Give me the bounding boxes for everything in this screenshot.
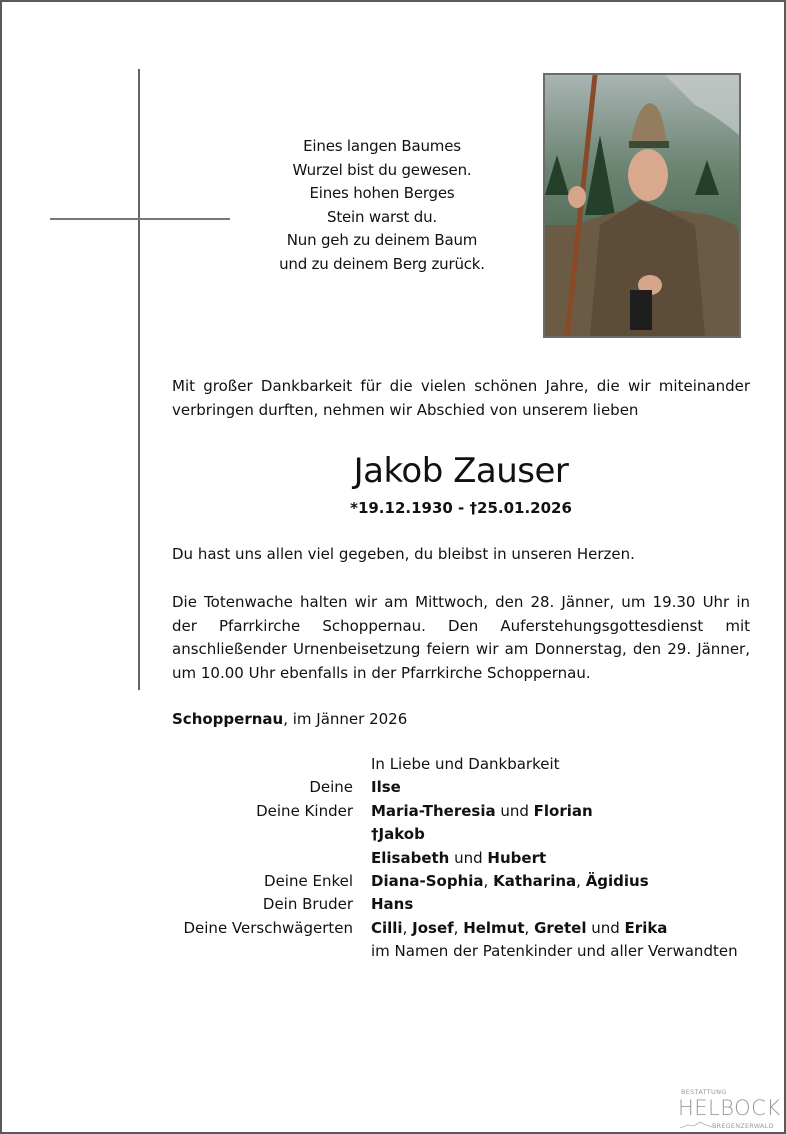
family-member-name: Maria-Theresia [371,801,496,820]
poem-line: Wurzel bist du gewesen. [292,160,472,179]
mountain-icon [680,1121,712,1129]
family-relation-label: Dein Bruder [262,895,353,914]
family-row [2,893,786,916]
life-dates: *19.12.1930 - †25.01.2026 [350,499,572,517]
separator-text: , [453,918,464,937]
family-member-name: Cilli [371,918,403,937]
family-names [371,893,413,916]
family-list [2,753,786,964]
family-closing-row [2,940,786,963]
separator-text: , [483,872,494,891]
poem-line: Nun geh zu deinem Baum [286,231,478,249]
family-member-name: Hubert [487,848,547,867]
family-member-name: Erika [624,918,668,937]
family-member-name: Ilse [371,778,401,797]
family-names [371,823,425,846]
family-names [371,870,649,893]
family-relation-label: Deine Kinder [256,801,353,820]
family-member-name: Florian [533,801,593,820]
poem [252,135,512,276]
separator-text: , [402,918,413,937]
family-heading-row [2,753,786,776]
family-relation-label [2,823,371,846]
family-relation-label: Deine Verschwägerten [183,918,353,937]
family-relation-label: Deine [309,778,353,797]
family-names [371,847,546,870]
family-row [2,870,786,893]
poem-line: und zu deinem Berg zurück. [279,254,485,273]
family-relation-label [2,847,371,870]
poem-line: Stein warst du. [327,207,437,226]
family-row [2,776,786,799]
separator-text: und [586,918,625,937]
place-town: Schoppernau [172,710,284,728]
logo-top-text: BESTATTUNG [681,1088,727,1096]
separator-text: , [524,918,535,937]
family-relation-label: Deine Enkel [264,872,353,891]
family-row [2,823,786,846]
intro-text: Mit großer Dankbarkeit für die vielen schönen Jahre, die wir miteinander verbringen durften, nehmen wir Abschied von unserem lieben [172,377,750,419]
remembrance-text: Du hast uns allen viel gegeben, du bleibst in unseren Herzen. [172,545,635,563]
service-details: Die Totenwache halten wir am Mittwoch, den 28. Jänner, um 19.30 Uhr in der Pfarrkirche Schoppernau. Den Auferstehungsgottesdienst mit anschließender Urnenbeisetzung feiern wir am Donnerstag, den 29. Jänner, um 10.00 Uhr ebenfalls in der Pfarrkirche Schoppernau. [172,593,750,682]
separator-text: und [449,848,488,867]
separator-text: und [495,801,534,820]
cross-horizontal-bar [50,218,230,220]
family-closing: im Namen der Patenkinder und aller Verwandten [371,942,738,961]
poem-line: Eines hohen Berges [309,184,455,202]
place-date [172,708,750,732]
portrait-illustration [545,75,739,336]
family-names [371,917,667,940]
family-row [2,917,786,940]
family-row [2,800,786,823]
separator-text: , [576,872,586,891]
family-member-name: Ägidius [585,872,649,891]
family-member-name: Katharina [493,872,577,891]
funeral-home-logo [678,1088,782,1132]
family-member-name: Hans [371,895,414,914]
family-heading: In Liebe und Dankbarkeit [371,755,560,773]
family-row [2,847,786,870]
family-member-name: Diana-Sophia [371,872,484,891]
family-names [371,800,593,823]
family-member-name: Josef [412,918,454,937]
family-member-name: Elisabeth [371,848,450,867]
family-member-name: †Jakob [371,825,425,844]
portrait-photo [543,73,741,338]
poem-line: Eines langen Baumes [303,137,461,155]
family-member-name: Helmut [463,918,525,937]
logo-bottom-text: BREGENZERWALD [712,1122,774,1130]
cross-vertical-bar [138,69,140,690]
deceased-name: Jakob Zauser [353,451,569,491]
family-names [371,776,401,799]
logo-main-text: HELBOCK [678,1096,781,1120]
family-member-name: Gretel [534,918,587,937]
place-date-text: , im Jänner 2026 [283,710,408,728]
